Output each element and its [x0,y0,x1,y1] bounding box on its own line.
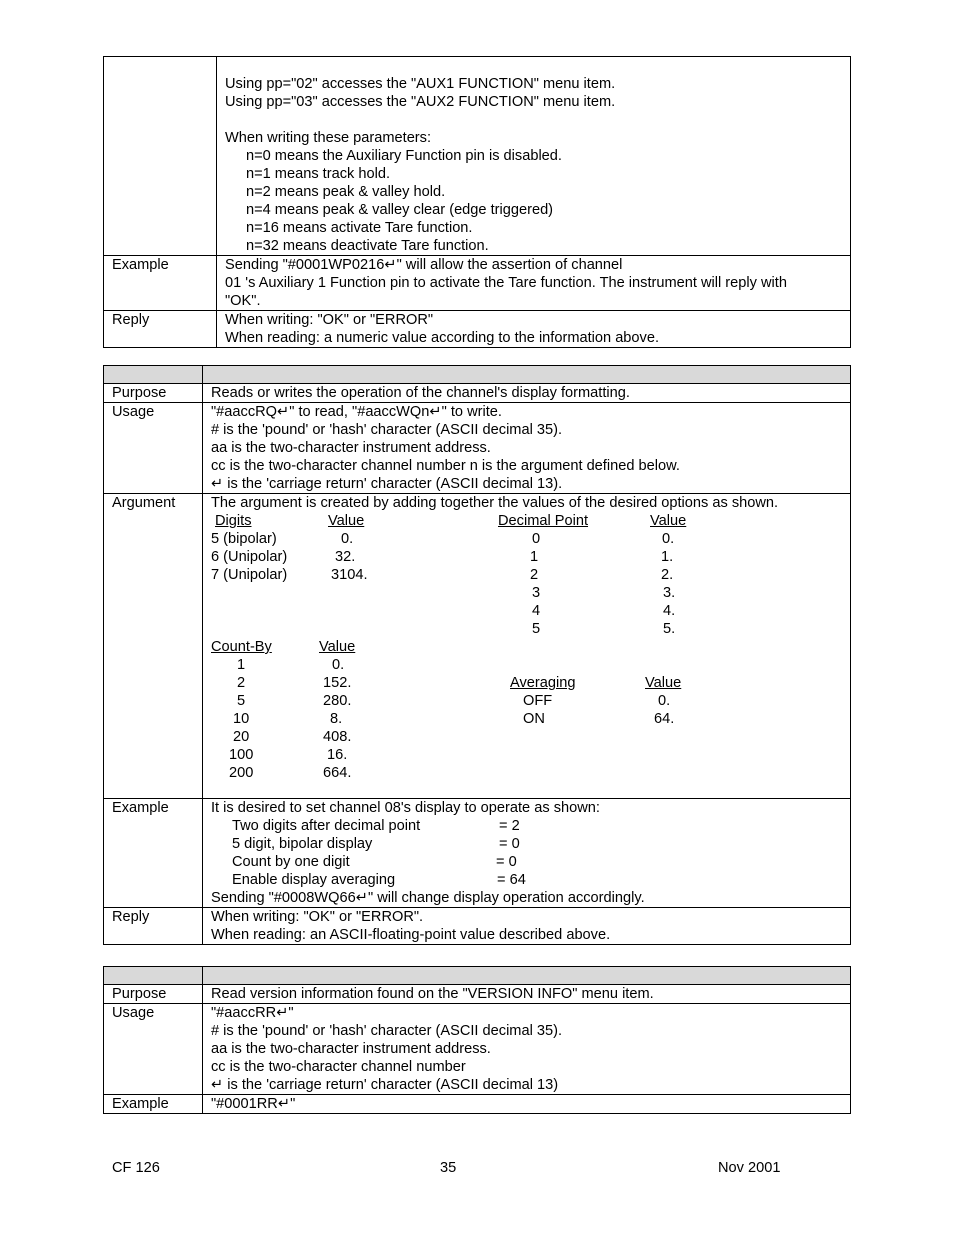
display-format-table [103,365,851,945]
example-setting: Two digits after decimal point [232,818,421,834]
footer-date: Nov 2001 [718,1160,781,1176]
example-line: "OK". [225,293,261,309]
aux1-line: Using pp="02" accesses the "AUX1 FUNCTION" menu item. [225,76,616,92]
count-by-value: 8. [330,711,343,727]
usage-line: "#aaccRR↵" [211,1005,294,1021]
usage-line: # is the 'pound' or 'hash' character (ASCII decimal 35). [211,1023,563,1039]
count-by-value: 280. [323,693,352,709]
writing-item: n=32 means deactivate Tare function. [246,238,489,254]
example-line: Sending "#0001WP0216↵" will allow the assertion of channel [225,257,623,273]
example-setting: Enable display averaging [232,872,396,888]
digits-value: 32. [335,549,356,565]
version-example-row [104,1095,851,1114]
argument-row [104,494,851,799]
reply-line: When writing: "OK" or "ERROR" [225,312,434,328]
aux-example-cell [217,256,851,311]
usage-line: "#aaccRQ↵" to read, "#aaccWQn↵" to write. [211,404,502,420]
purpose-row [104,384,851,403]
usage-cell [203,403,851,494]
display-reply-cell [203,908,851,945]
decimal-point-value: 0. [662,531,675,547]
example-settings [211,817,844,889]
example-label: Example [104,256,217,311]
digits-label: 5 (bipolar) [211,531,277,547]
count-by-value: 408. [323,729,352,745]
aux-function-table [103,56,851,348]
footer-doc-id: CF 126 [112,1160,160,1176]
writing-item: n=4 means peak & valley clear (edge triggered) [246,202,554,218]
usage-row [104,403,851,494]
purpose-label: Purpose [104,985,203,1004]
usage-line: cc is the two-character channel number [211,1059,466,1075]
aux-description-cell [217,57,851,256]
averaging-label: OFF [523,693,553,709]
digits-value-header: Value [328,513,365,529]
display-example-cell [203,799,851,908]
purpose-label: Purpose [104,384,203,403]
argument-label: Argument [104,494,203,799]
writing-intro: When writing these parameters: [225,130,432,146]
example-setting-value: = 64 [497,872,526,888]
argument-grid [211,512,844,782]
count-by-value: 0. [332,657,345,673]
argument-cell [203,494,851,799]
example-setting-value: = 0 [499,836,520,852]
count-by-label: 200 [229,765,254,781]
usage-cell [203,1004,851,1095]
reply-line: When reading: an ASCII-floating-point value described above. [211,927,611,943]
usage-line: # is the 'pound' or 'hash' character (ASCII decimal 35). [211,422,563,438]
example-label: Example [104,799,203,908]
page-footer [0,1160,954,1180]
example-setting-value: = 2 [499,818,520,834]
decimal-point-value: 4. [663,603,676,619]
count-by-value: 664. [323,765,352,781]
argument-intro: The argument is created by adding together the values of the desired options as shown. [211,495,779,511]
section-header-bar [104,366,851,384]
count-by-header: Count-By [211,639,272,655]
usage-row [104,1004,851,1095]
writing-item: n=0 means the Auxiliary Function pin is disabled. [246,148,562,164]
purpose-row [104,985,851,1004]
reply-line: When reading: a numeric value according to the information above. [225,330,660,346]
version-info-table [103,966,851,1114]
count-by-label: 1 [237,657,246,673]
decimal-point-value-header: Value [650,513,687,529]
digits-label: 7 (Unipolar) [211,567,288,583]
averaging-value: 64. [654,711,675,727]
count-by-value: 152. [323,675,352,691]
count-by-label: 5 [237,693,246,709]
digits-label: 6 (Unipolar) [211,549,288,565]
empty-label-cell [104,57,217,256]
usage-line: ↵ is the 'carriage return' character (ASCII decimal 13) [211,1077,559,1093]
count-by-label: 10 [233,711,250,727]
footer-page-number: 35 [440,1160,457,1176]
writing-item: n=2 means peak & valley hold. [246,184,446,200]
usage-line: cc is the two-character channel number n is the argument defined below. [211,458,680,474]
count-by-label: 2 [237,675,246,691]
example-intro: It is desired to set channel 08's display to operate as shown: [211,800,600,816]
section-header-bar [104,967,851,985]
decimal-point-value: 5. [663,621,676,637]
decimal-point-label: 4 [532,603,541,619]
averaging-label: ON [523,711,545,727]
display-reply-row [104,908,851,945]
decimal-point-label: 3 [532,585,541,601]
example-setting: 5 digit, bipolar display [232,836,373,852]
usage-line: aa is the two-character instrument address. [211,440,491,456]
example-label: Example [104,1095,203,1114]
usage-label: Usage [104,1004,203,1095]
reply-label: Reply [104,311,217,348]
decimal-point-label: 2 [530,567,539,583]
purpose-text: Read version information found on the "VERSION INFO" menu item. [203,985,851,1004]
reply-label: Reply [104,908,203,945]
usage-line: ↵ is the 'carriage return' character (ASCII decimal 13). [211,476,563,492]
decimal-point-label: 5 [532,621,541,637]
example-setting: Count by one digit [232,854,350,870]
digits-header: Digits [215,513,252,529]
version-example-text: "#0001RR↵" [203,1095,851,1114]
aux-reply-cell [217,311,851,348]
aux2-line: Using pp="03" accesses the "AUX2 FUNCTION" menu item. [225,94,616,110]
count-by-value: 16. [327,747,348,763]
decimal-point-header: Decimal Point [498,513,589,529]
purpose-text: Reads or writes the operation of the channel's display formatting. [203,384,851,403]
decimal-point-value: 2. [661,567,674,583]
count-by-label: 20 [233,729,250,745]
usage-label: Usage [104,403,203,494]
averaging-value-header: Value [645,675,682,691]
writing-item: n=16 means activate Tare function. [246,220,473,236]
averaging-value: 0. [658,693,671,709]
decimal-point-value: 1. [661,549,674,565]
aux-example-row [104,256,851,311]
example-outro: Sending "#0008WQ66↵" will change display operation accordingly. [211,890,645,906]
decimal-point-label: 0 [532,531,541,547]
count-by-label: 100 [229,747,254,763]
aux-reply-row [104,311,851,348]
reply-line: When writing: "OK" or "ERROR". [211,909,424,925]
decimal-point-label: 1 [530,549,539,565]
count-by-value-header: Value [319,639,356,655]
usage-line: aa is the two-character instrument address. [211,1041,491,1057]
averaging-header: Averaging [510,675,576,691]
aux-description-row [104,57,851,256]
digits-value: 0. [341,531,354,547]
digits-value: 3104. [331,567,368,583]
example-line: 01 's Auxiliary 1 Function pin to activate the Tare function. The instrument will reply with [225,275,787,291]
example-setting-value: = 0 [496,854,517,870]
writing-item: n=1 means track hold. [246,166,390,182]
display-example-row [104,799,851,908]
decimal-point-value: 3. [663,585,676,601]
